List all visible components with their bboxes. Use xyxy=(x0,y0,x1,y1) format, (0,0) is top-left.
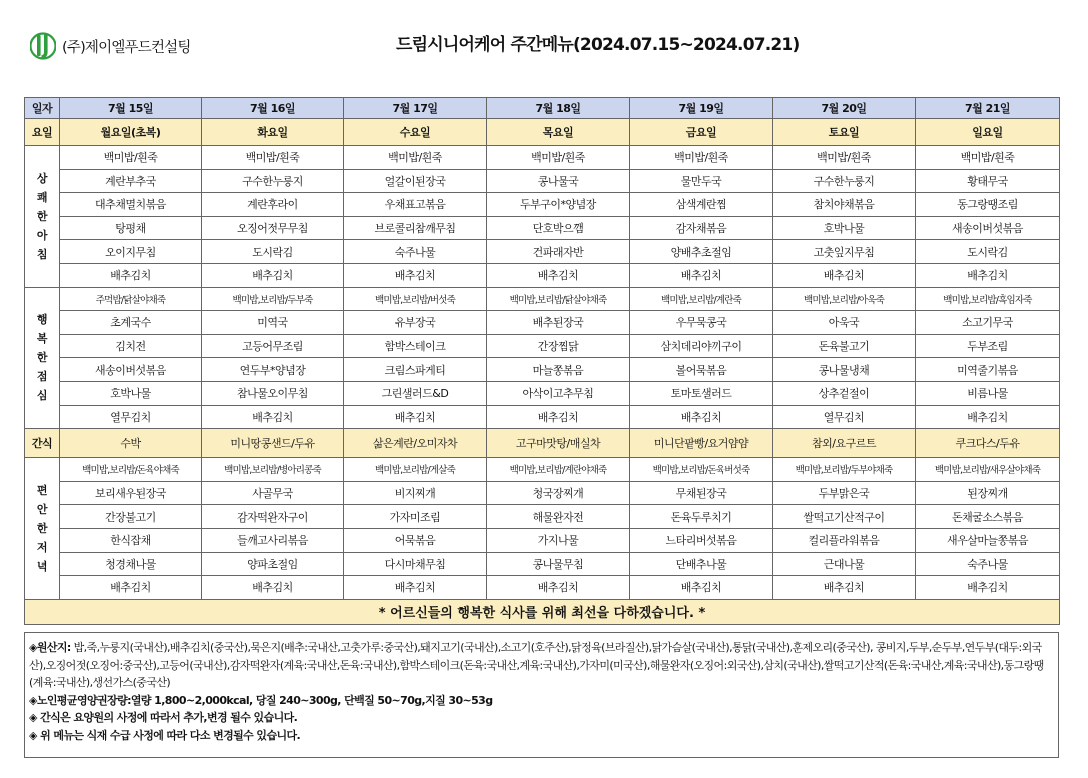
breakfast-item: 오이지무침 xyxy=(60,240,202,264)
breakfast-label-char: 아 xyxy=(36,228,48,242)
breakfast-item: 황태무국 xyxy=(916,169,1060,193)
lunch-item: 크림스파게티 xyxy=(344,358,487,382)
breakfast-label-char: 상 xyxy=(36,171,48,185)
lunch-item: 간장찜닭 xyxy=(487,334,630,358)
dinner-item: 느타리버섯볶음 xyxy=(630,528,773,552)
dinner-label-char: 한 xyxy=(36,521,48,535)
page-header xyxy=(0,0,1088,96)
breakfast-item: 백미밥/흰죽 xyxy=(344,146,487,170)
company-logo-icon xyxy=(30,30,56,62)
lunch-item: 미역국 xyxy=(202,311,344,335)
dinner-item: 백미밥,보리밥/돈육야채죽 xyxy=(60,458,202,482)
lunch-item: 배추김치 xyxy=(916,405,1060,429)
breakfast-item: 오징어젓무무침 xyxy=(202,216,344,240)
date-label: 일자 xyxy=(25,98,60,119)
origin-text: 밥,죽,누룽지(국내산),배추김치(중국산),묵은지(배추:국내산,고춧가루:중국산),돼지고기(국내산),소고기(호주산),닭정육(브라질산),닭가슴살(국내산),통닭(국내산),훈제오리(중국산), 콩비지,두부,순두부,연두부(대두:외국산),오징어젓(오징어:중국산),고등어(국내산),감자떡완자(계육:국내산,돈육:국내산),함박스테이크(돈육:국내산,계육:국내산),가자미(미국산),해물완자(오징어:외국산),삼치(국내산),쌀떡고기산적(돈육:국내산,계육:국내산),동그랑땡(계육:국내산),생선가스(중국산) xyxy=(29,641,1044,689)
day-cell: 일요일 xyxy=(916,119,1060,146)
lunch-label-char: 행 xyxy=(36,313,48,327)
dinner-label-char: 안 xyxy=(36,502,48,516)
lunch-row xyxy=(25,381,1060,405)
lunch-row xyxy=(25,334,1060,358)
lunch-item: 소고기무국 xyxy=(916,311,1060,335)
dinner-item: 단배추나물 xyxy=(630,552,773,576)
breakfast-item: 백미밥/흰죽 xyxy=(916,146,1060,170)
breakfast-item: 계란부추국 xyxy=(60,169,202,193)
breakfast-item: 배추김치 xyxy=(916,263,1060,287)
dinner-item: 백미밥,보리밥/게살죽 xyxy=(344,458,487,482)
date-row xyxy=(25,98,1060,119)
breakfast-item: 배추김치 xyxy=(60,263,202,287)
lunch-item: 배추김치 xyxy=(344,405,487,429)
dinner-item: 배추김치 xyxy=(630,576,773,600)
dinner-item: 가자미조림 xyxy=(344,505,487,529)
breakfast-row xyxy=(25,193,1060,217)
dinner-item: 간장불고기 xyxy=(60,505,202,529)
breakfast-item: 숙주나물 xyxy=(344,240,487,264)
lunch-item: 미역줄기볶음 xyxy=(916,358,1060,382)
lunch-item: 토마토샐러드 xyxy=(630,381,773,405)
snack-item: 고구마맛탕/매실차 xyxy=(487,429,630,458)
info-box xyxy=(24,632,1059,758)
lunch-row xyxy=(25,287,1060,311)
dinner-item: 무채된장국 xyxy=(630,481,773,505)
snack-label: 간식 xyxy=(25,429,60,458)
breakfast-item: 탕평채 xyxy=(60,216,202,240)
breakfast-item: 도시락김 xyxy=(202,240,344,264)
lunch-item: 두부조림 xyxy=(916,334,1060,358)
day-cell: 화요일 xyxy=(202,119,344,146)
dinner-item: 배추김치 xyxy=(916,576,1060,600)
lunch-item: 김치전 xyxy=(60,334,202,358)
dinner-item: 사골무국 xyxy=(202,481,344,505)
dinner-item: 해물완자전 xyxy=(487,505,630,529)
breakfast-item: 동그랑땡조림 xyxy=(916,193,1060,217)
breakfast-item: 두부구이*양념장 xyxy=(487,193,630,217)
lunch-item: 함박스테이크 xyxy=(344,334,487,358)
dinner-item: 백미밥,보리밥/돈육버섯죽 xyxy=(630,458,773,482)
breakfast-row xyxy=(25,240,1060,264)
lunch-item: 백미밥,보리밥/닭살야채죽 xyxy=(487,287,630,311)
breakfast-item: 브로콜리참깨무침 xyxy=(344,216,487,240)
lunch-item: 주먹밥/닭살야채죽 xyxy=(60,287,202,311)
dinner-row xyxy=(25,528,1060,552)
breakfast-item: 대추채멸치볶음 xyxy=(60,193,202,217)
dinner-item: 돈육두루치기 xyxy=(630,505,773,529)
breakfast-item: 구수한누룽지 xyxy=(202,169,344,193)
date-cell: 7월 19일 xyxy=(630,98,773,119)
lunch-item: 콩나물냉채 xyxy=(773,358,916,382)
day-cell: 토요일 xyxy=(773,119,916,146)
weekly-menu-table xyxy=(24,97,1060,625)
dinner-item: 된장찌개 xyxy=(916,481,1060,505)
dinner-item: 콩나물무침 xyxy=(487,552,630,576)
dinner-label xyxy=(25,458,60,600)
breakfast-item: 백미밥/흰죽 xyxy=(60,146,202,170)
date-cell: 7월 17일 xyxy=(344,98,487,119)
breakfast-item: 백미밥/흰죽 xyxy=(202,146,344,170)
snack-item: 쿠크다스/두유 xyxy=(916,429,1060,458)
breakfast-item: 배추김치 xyxy=(202,263,344,287)
dinner-item: 배추김치 xyxy=(202,576,344,600)
breakfast-item: 참치야채볶음 xyxy=(773,193,916,217)
lunch-item: 초계국수 xyxy=(60,311,202,335)
lunch-item: 참나물오이무침 xyxy=(202,381,344,405)
breakfast-item: 백미밥/흰죽 xyxy=(630,146,773,170)
dinner-item: 가지나물 xyxy=(487,528,630,552)
date-cell: 7월 15일 xyxy=(60,98,202,119)
breakfast-row xyxy=(25,169,1060,193)
lunch-label-char: 복 xyxy=(36,332,48,346)
dinner-item: 배추김치 xyxy=(773,576,916,600)
breakfast-label-char: 한 xyxy=(36,209,48,223)
dinner-item: 한식잡채 xyxy=(60,528,202,552)
lunch-item: 삼치데리야끼구이 xyxy=(630,334,773,358)
lunch-row xyxy=(25,358,1060,382)
breakfast-item: 계란후라이 xyxy=(202,193,344,217)
lunch-item: 배추김치 xyxy=(630,405,773,429)
day-cell: 목요일 xyxy=(487,119,630,146)
breakfast-item: 백미밥/흰죽 xyxy=(487,146,630,170)
lunch-row xyxy=(25,311,1060,335)
breakfast-item: 배추김치 xyxy=(487,263,630,287)
breakfast-row xyxy=(25,263,1060,287)
dinner-item: 백미밥,보리밥/병아리콩죽 xyxy=(202,458,344,482)
breakfast-item: 배추김치 xyxy=(773,263,916,287)
message-row xyxy=(25,599,1060,624)
breakfast-item: 도시락김 xyxy=(916,240,1060,264)
dinner-item: 보리새우된장국 xyxy=(60,481,202,505)
breakfast-item: 우채표고볶음 xyxy=(344,193,487,217)
dinner-row xyxy=(25,505,1060,529)
dinner-item: 어묵볶음 xyxy=(344,528,487,552)
lunch-item: 그린샐러드&D xyxy=(344,381,487,405)
date-cell: 7월 21일 xyxy=(916,98,1060,119)
dinner-item: 새우살마늘쫑볶음 xyxy=(916,528,1060,552)
breakfast-label-char: 쾌 xyxy=(36,190,48,204)
nutrition-info: ◈노인평균영양권장량:열량 1,800~2,000kcal, 당질 240~300g, 단백질 50~70g,지질 30~53g xyxy=(29,693,493,707)
lunch-item: 백미밥,보리밥/계란죽 xyxy=(630,287,773,311)
dinner-item: 청국장찌개 xyxy=(487,481,630,505)
snack-item: 삶은계란/오미자차 xyxy=(344,429,487,458)
dinner-item: 백미밥,보리밥/새우살야채죽 xyxy=(916,458,1060,482)
dinner-label-char: 편 xyxy=(36,483,48,497)
breakfast-item: 백미밥/흰죽 xyxy=(773,146,916,170)
dinner-item: 숙주나물 xyxy=(916,552,1060,576)
lunch-item: 배추김치 xyxy=(202,405,344,429)
dinner-item: 돈채굴소스볶음 xyxy=(916,505,1060,529)
lunch-item: 볼어묵볶음 xyxy=(630,358,773,382)
breakfast-item: 콩나물국 xyxy=(487,169,630,193)
dinner-item: 두부맑은국 xyxy=(773,481,916,505)
date-cell: 7월 18일 xyxy=(487,98,630,119)
lunch-item: 백미밥,보리밥/버섯죽 xyxy=(344,287,487,311)
breakfast-item: 감자채볶음 xyxy=(630,216,773,240)
lunch-item: 백미밥,보리밥/아욱죽 xyxy=(773,287,916,311)
day-cell: 수요일 xyxy=(344,119,487,146)
lunch-item: 호박나물 xyxy=(60,381,202,405)
menu-change-note: ◈ 위 메뉴는 식재 수급 사정에 따라 다소 변경될수 있습니다. xyxy=(29,728,301,742)
lunch-item: 백미밥,보리밥/흑임자죽 xyxy=(916,287,1060,311)
origin-info xyxy=(29,639,1054,692)
closing-message: * 어르신들의 행복한 식사를 위해 최선을 다하겠습니다. * xyxy=(25,599,1060,624)
breakfast-item: 배추김치 xyxy=(344,263,487,287)
date-cell: 7월 16일 xyxy=(202,98,344,119)
dinner-item: 근대나물 xyxy=(773,552,916,576)
lunch-label-char: 한 xyxy=(36,351,48,365)
dinner-row xyxy=(25,458,1060,482)
lunch-item: 배추김치 xyxy=(487,405,630,429)
lunch-item: 백미밥,보리밥/두부죽 xyxy=(202,287,344,311)
breakfast-row xyxy=(25,216,1060,240)
lunch-item: 새송이버섯볶음 xyxy=(60,358,202,382)
lunch-item: 열무김치 xyxy=(773,405,916,429)
dinner-row xyxy=(25,481,1060,505)
breakfast-item: 건파래자반 xyxy=(487,240,630,264)
lunch-item: 연두부*양념장 xyxy=(202,358,344,382)
lunch-label-char: 점 xyxy=(36,370,48,384)
origin-label: ◈원산지: xyxy=(29,641,71,654)
company-name: (주)제이엘푸드컨설팅 xyxy=(62,39,191,56)
breakfast-item: 단호박으깸 xyxy=(487,216,630,240)
page-title: 드림시니어케어 주간메뉴(2024.07.15~2024.07.21) xyxy=(396,35,800,55)
breakfast-item: 배추김치 xyxy=(630,263,773,287)
breakfast-label xyxy=(25,146,60,288)
dinner-item: 비지찌개 xyxy=(344,481,487,505)
breakfast-item: 얼갈이된장국 xyxy=(344,169,487,193)
dinner-item: 쌀떡고기산적구이 xyxy=(773,505,916,529)
date-cell: 7월 20일 xyxy=(773,98,916,119)
lunch-label xyxy=(25,287,60,429)
lunch-item: 아욱국 xyxy=(773,311,916,335)
dinner-item: 배추김치 xyxy=(487,576,630,600)
dinner-item: 다시마채무침 xyxy=(344,552,487,576)
dinner-item: 배추김치 xyxy=(60,576,202,600)
breakfast-item: 고춧잎지무침 xyxy=(773,240,916,264)
lunch-item: 우무묵콩국 xyxy=(630,311,773,335)
breakfast-item: 호박나물 xyxy=(773,216,916,240)
breakfast-label-char: 침 xyxy=(36,247,48,261)
lunch-item: 돈육불고기 xyxy=(773,334,916,358)
dinner-item: 감자떡완자구이 xyxy=(202,505,344,529)
dinner-item: 컬리플라워볶음 xyxy=(773,528,916,552)
snack-item: 미니땅콩샌드/두유 xyxy=(202,429,344,458)
breakfast-item: 구수한누룽지 xyxy=(773,169,916,193)
breakfast-item: 삼색계란찜 xyxy=(630,193,773,217)
dinner-item: 배추김치 xyxy=(344,576,487,600)
lunch-row xyxy=(25,405,1060,429)
dinner-item: 양파초절임 xyxy=(202,552,344,576)
snack-row xyxy=(25,429,1060,458)
snack-item: 참외/요구르트 xyxy=(773,429,916,458)
dinner-item: 백미밥,보리밥/계란야채죽 xyxy=(487,458,630,482)
breakfast-item: 새송이버섯볶음 xyxy=(916,216,1060,240)
snack-item: 미니단팥빵/요거얌얌 xyxy=(630,429,773,458)
dinner-item: 청경채나물 xyxy=(60,552,202,576)
dinner-row xyxy=(25,552,1060,576)
lunch-item: 유부장국 xyxy=(344,311,487,335)
snack-item: 수박 xyxy=(60,429,202,458)
breakfast-item: 양배추초절임 xyxy=(630,240,773,264)
lunch-label-char: 심 xyxy=(36,389,48,403)
dinner-row xyxy=(25,576,1060,600)
dinner-label-char: 저 xyxy=(36,540,48,554)
breakfast-item: 물만두국 xyxy=(630,169,773,193)
breakfast-row xyxy=(25,146,1060,170)
snack-note: ◈ 간식은 요양원의 사정에 따라서 추가,변경 될수 있습니다. xyxy=(29,711,298,724)
day-row xyxy=(25,119,1060,146)
lunch-item: 상추겉절이 xyxy=(773,381,916,405)
day-label: 요일 xyxy=(25,119,60,146)
lunch-item: 열무김치 xyxy=(60,405,202,429)
dinner-item: 들깨고사리볶음 xyxy=(202,528,344,552)
day-cell: 월요일(초복) xyxy=(60,119,202,146)
lunch-item: 비름나물 xyxy=(916,381,1060,405)
dinner-label-char: 녁 xyxy=(36,559,48,573)
company-logo xyxy=(30,30,191,62)
lunch-item: 마늘쫑볶음 xyxy=(487,358,630,382)
lunch-item: 아삭이고추무침 xyxy=(487,381,630,405)
lunch-item: 배추된장국 xyxy=(487,311,630,335)
day-cell: 금요일 xyxy=(630,119,773,146)
lunch-item: 고등어무조림 xyxy=(202,334,344,358)
dinner-item: 백미밥,보리밥/두부야채죽 xyxy=(773,458,916,482)
